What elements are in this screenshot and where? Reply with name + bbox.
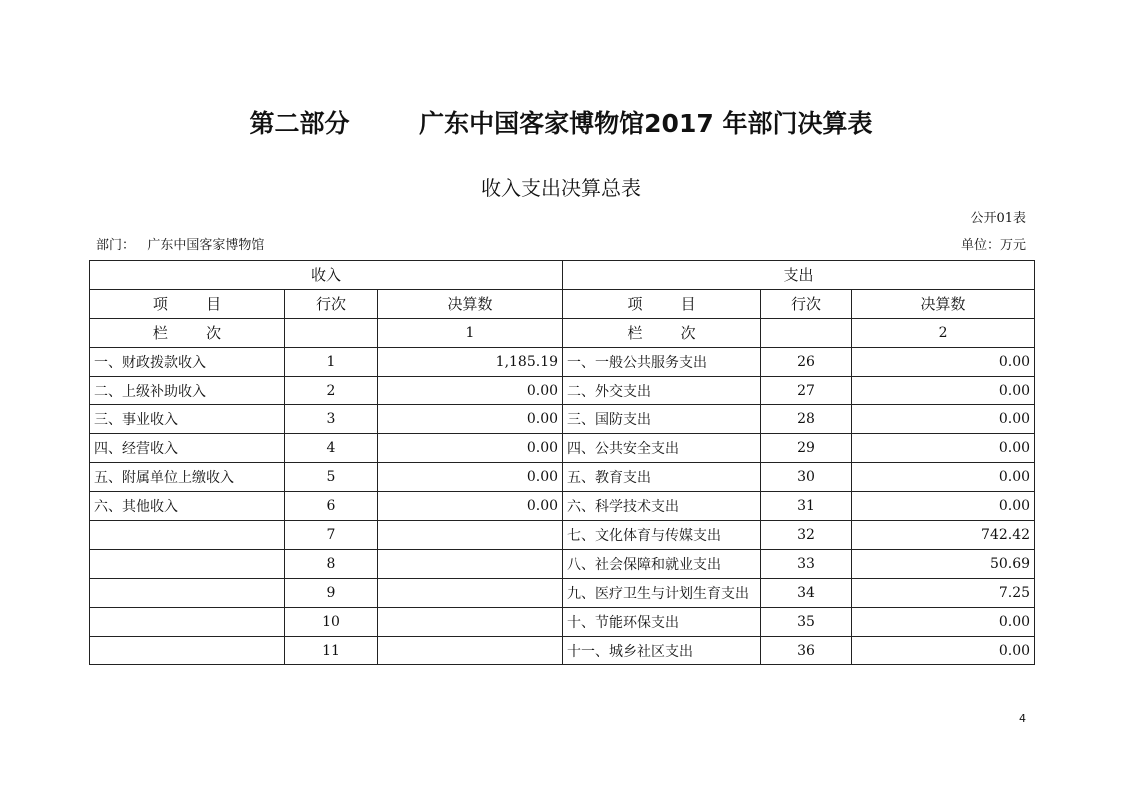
table-row (90, 607, 1035, 636)
income-amount-cell: 1,185.19 (378, 347, 563, 376)
expense-amount-cell: 0.00 (852, 492, 1035, 521)
expense-line-index-cell (761, 318, 852, 347)
table-row (90, 636, 1035, 665)
expense-row-label: 栏 次 (563, 318, 761, 347)
income-line-cell: 10 (285, 607, 378, 636)
expense-line-cell: 32 (761, 521, 852, 550)
table-row (90, 492, 1035, 521)
expense-item-cell: 九、医疗卫生与计划生育支出 (563, 578, 761, 607)
expense-line-cell: 26 (761, 347, 852, 376)
income-line-cell: 11 (285, 636, 378, 665)
table-row (90, 434, 1035, 463)
expense-item-cell: 五、教育支出 (563, 463, 761, 492)
page-number: 4 (1019, 712, 1026, 725)
income-item-cell: 六、其他收入 (90, 492, 285, 521)
income-item-cell (90, 636, 285, 665)
income-line-cell: 9 (285, 578, 378, 607)
income-amount-cell: 0.00 (378, 405, 563, 434)
expense-amount-header: 决算数 (852, 289, 1035, 318)
income-amount-cell (378, 636, 563, 665)
table-title: 收入支出决算总表 (481, 176, 641, 200)
income-line-cell: 6 (285, 492, 378, 521)
income-line-index-cell (285, 318, 378, 347)
expense-amount-cell: 742.42 (852, 521, 1035, 550)
expense-amount-cell: 0.00 (852, 376, 1035, 405)
expense-item-cell: 七、文化体育与传媒支出 (563, 521, 761, 550)
income-line-header: 行次 (285, 289, 378, 318)
expense-amount-cell: 50.69 (852, 549, 1035, 578)
unit-label: 单位：万元 (960, 238, 1026, 253)
expense-amount-cell: 0.00 (852, 405, 1035, 434)
income-item-header: 项 目 (90, 289, 285, 318)
page-title: 第二部分 广东中国客家博物馆2017 年部门决算表 (249, 109, 873, 138)
expense-line-cell: 31 (761, 492, 852, 521)
income-item-cell (90, 607, 285, 636)
expense-column-index: 2 (852, 318, 1035, 347)
expense-line-cell: 30 (761, 463, 852, 492)
income-item-cell: 二、上级补助收入 (90, 376, 285, 405)
expense-amount-cell: 0.00 (852, 607, 1035, 636)
expense-amount-cell: 7.25 (852, 578, 1035, 607)
income-amount-cell (378, 578, 563, 607)
income-line-cell: 5 (285, 463, 378, 492)
expense-line-cell: 29 (761, 434, 852, 463)
expense-line-cell: 33 (761, 549, 852, 578)
expense-line-cell: 36 (761, 636, 852, 665)
income-line-cell: 2 (285, 376, 378, 405)
income-amount-cell: 0.00 (378, 376, 563, 405)
expense-line-cell: 35 (761, 607, 852, 636)
income-item-cell: 一、财政拨款收入 (90, 347, 285, 376)
income-amount-cell: 0.00 (378, 434, 563, 463)
expense-item-cell: 十、节能环保支出 (563, 607, 761, 636)
expense-line-header: 行次 (761, 289, 852, 318)
income-row-label: 栏 次 (90, 318, 285, 347)
expense-amount-cell: 0.00 (852, 463, 1035, 492)
income-line-cell: 3 (285, 405, 378, 434)
income-item-cell (90, 578, 285, 607)
expense-line-cell: 27 (761, 376, 852, 405)
expense-line-cell: 28 (761, 405, 852, 434)
expense-item-cell: 十一、城乡社区支出 (563, 636, 761, 665)
income-item-cell: 五、附属单位上缴收入 (90, 463, 285, 492)
expense-amount-cell: 0.00 (852, 434, 1035, 463)
expense-section-header: 支出 (563, 261, 1035, 290)
table-section-header-row (90, 261, 1035, 290)
table-row (90, 578, 1035, 607)
table-row (90, 521, 1035, 550)
budget-table (89, 260, 1035, 665)
form-number: 公开01表 (970, 211, 1026, 226)
income-item-cell: 三、事业收入 (90, 405, 285, 434)
income-line-cell: 4 (285, 434, 378, 463)
expense-item-cell: 一、一般公共服务支出 (563, 347, 761, 376)
income-item-cell (90, 521, 285, 550)
income-item-cell (90, 549, 285, 578)
income-amount-cell (378, 549, 563, 578)
expense-item-cell: 八、社会保障和就业支出 (563, 549, 761, 578)
income-line-cell: 1 (285, 347, 378, 376)
income-amount-cell: 0.00 (378, 463, 563, 492)
table-column-header-row (90, 289, 1035, 318)
expense-line-cell: 34 (761, 578, 852, 607)
income-section-header: 收入 (90, 261, 563, 290)
expense-item-cell: 二、外交支出 (563, 376, 761, 405)
income-amount-cell (378, 521, 563, 550)
income-item-cell: 四、经营收入 (90, 434, 285, 463)
table-row (90, 347, 1035, 376)
income-line-cell: 8 (285, 549, 378, 578)
department-label: 部门： 广东中国客家博物馆 (96, 238, 265, 253)
table-row (90, 405, 1035, 434)
expense-item-header: 项 目 (563, 289, 761, 318)
table-index-row (90, 318, 1035, 347)
expense-item-cell: 三、国防支出 (563, 405, 761, 434)
income-amount-cell: 0.00 (378, 492, 563, 521)
income-line-cell: 7 (285, 521, 378, 550)
income-amount-header: 决算数 (378, 289, 563, 318)
table-row (90, 463, 1035, 492)
expense-amount-cell: 0.00 (852, 636, 1035, 665)
income-amount-cell (378, 607, 563, 636)
expense-item-cell: 四、公共安全支出 (563, 434, 761, 463)
income-column-index: 1 (378, 318, 563, 347)
table-row (90, 549, 1035, 578)
table-row (90, 376, 1035, 405)
expense-item-cell: 六、科学技术支出 (563, 492, 761, 521)
expense-amount-cell: 0.00 (852, 347, 1035, 376)
